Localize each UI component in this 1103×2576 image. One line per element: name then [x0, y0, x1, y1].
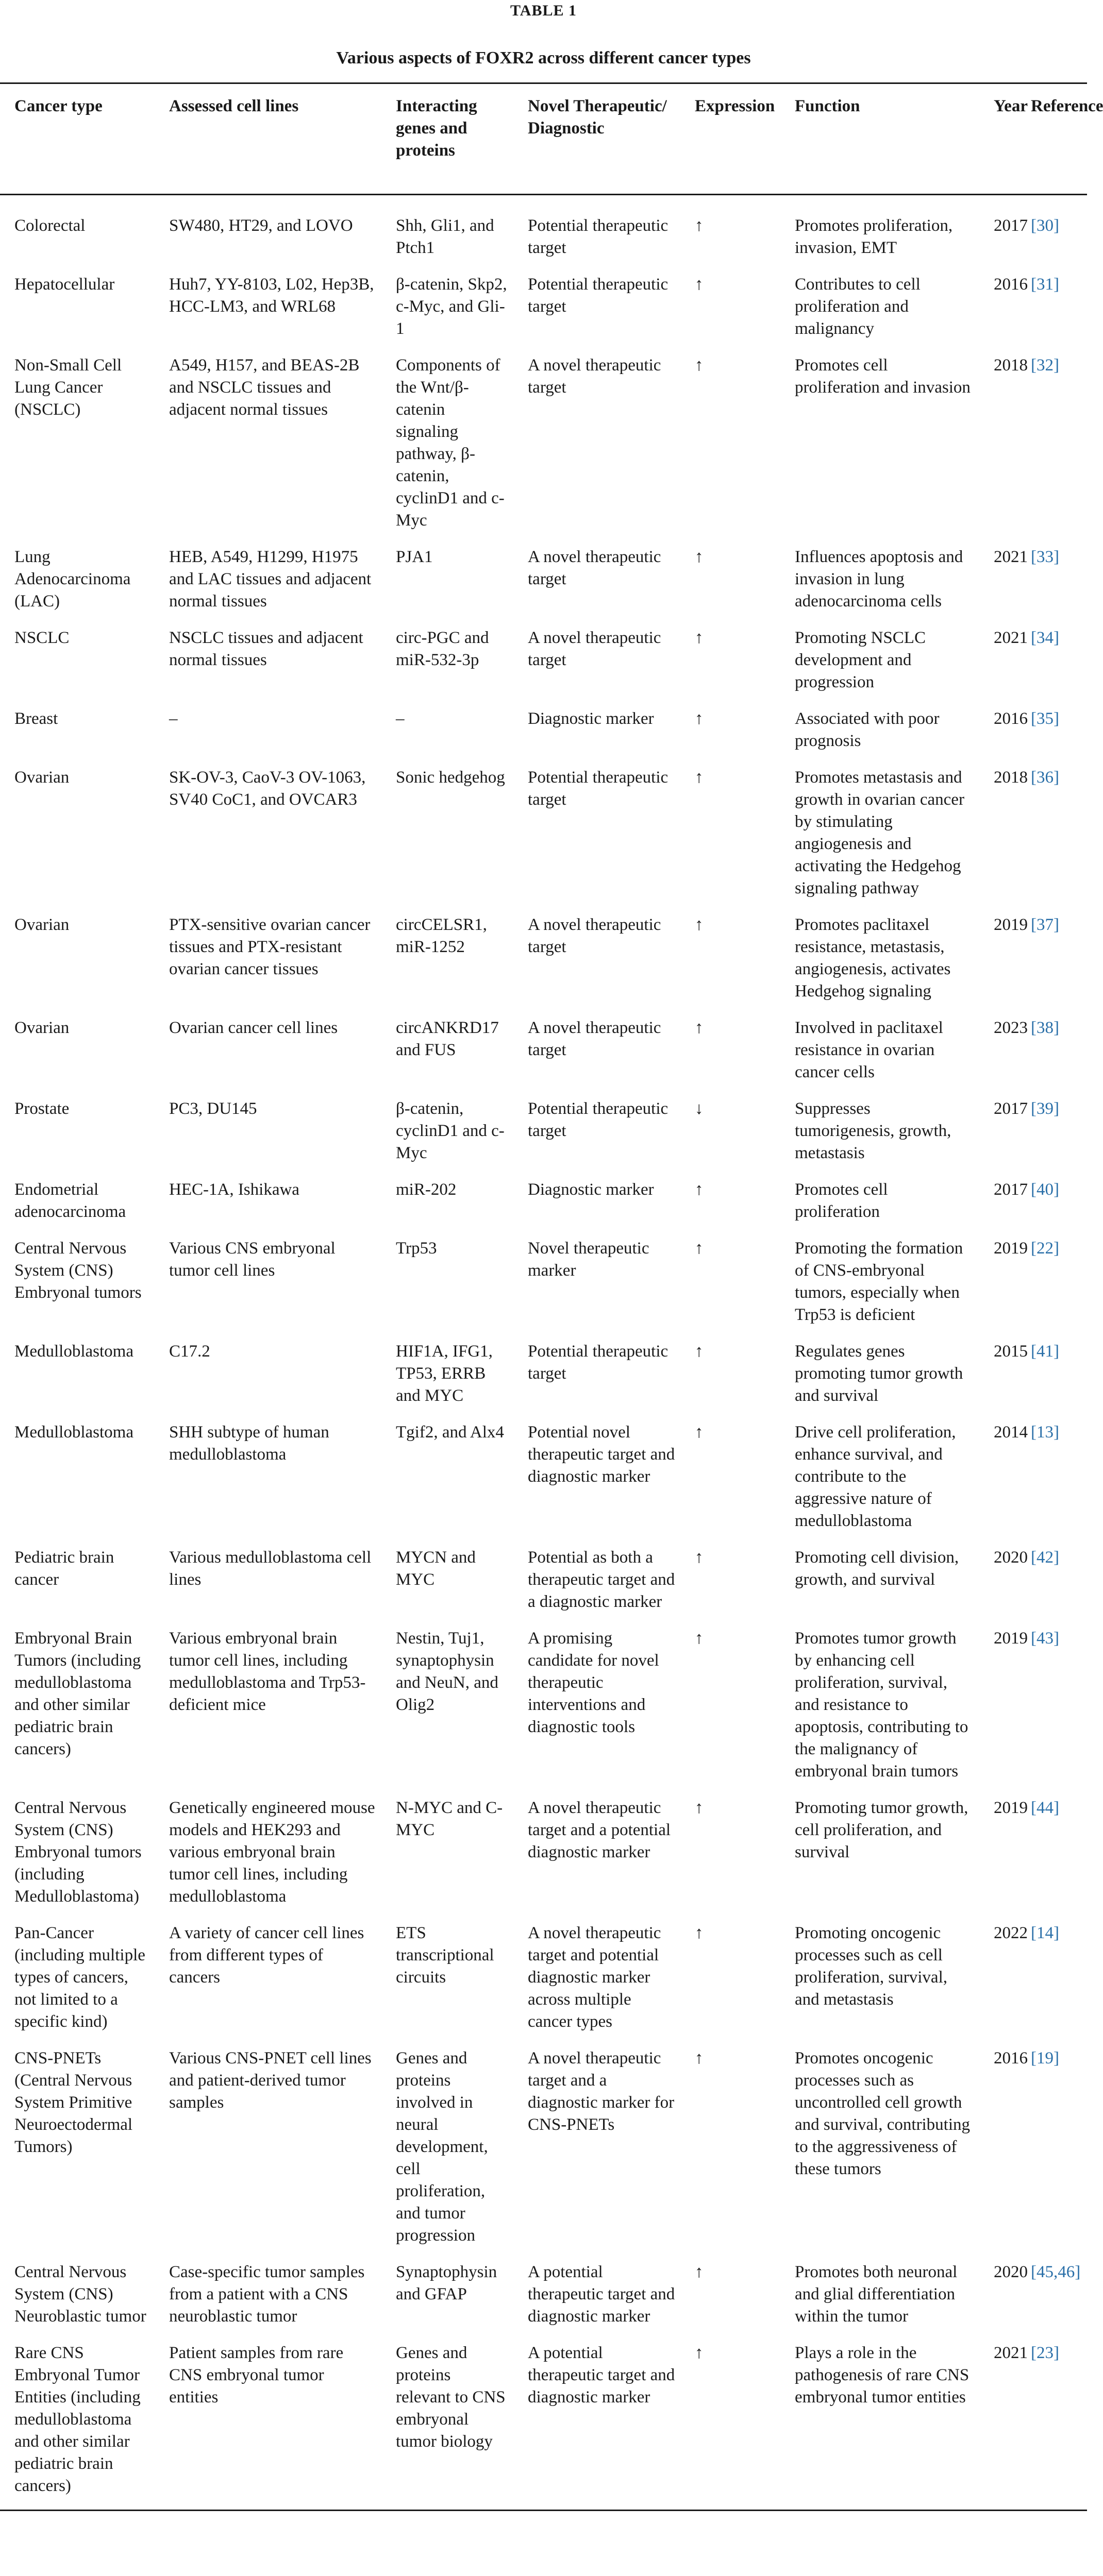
- cell-function: Promotes cell proliferation: [795, 1180, 888, 1221]
- cell-role: A potential therapeutic target and diagnostic marker: [528, 2263, 675, 2326]
- cell-genes: Sonic hedgehog: [396, 768, 505, 787]
- cell-expression: ↑: [695, 2263, 704, 2281]
- cell-cell-lines: Various medulloblastoma cell lines: [169, 1548, 372, 1589]
- cell-cancer-type: Breast: [14, 709, 58, 728]
- cell-cancer-type: Embryonal Brain Tumors (including medulloblastoma and other similar pediatric brain cancers): [14, 1629, 141, 1758]
- reference-link[interactable]: [30]: [1031, 216, 1059, 235]
- cell-expression: ↑: [695, 275, 704, 294]
- cell-function: Influences apoptosis and invasion in lung adenocarcinoma cells: [795, 548, 963, 611]
- reference-link[interactable]: [45,46]: [1031, 2263, 1081, 2281]
- cell-cell-lines: Various CNS embryonal tumor cell lines: [169, 1239, 336, 1280]
- cell-role: A promising candidate for novel therapeutic interventions and diagnostic tools: [528, 1629, 659, 1736]
- cell-genes: Genes and proteins relevant to CNS embryonal tumor biology: [381, 2335, 513, 2511]
- table-row: [0, 1091, 1087, 1172]
- cell-cell-lines: PC3, DU145: [169, 1099, 257, 1118]
- cell-cell-lines: Various CNS-PNET cell lines and patient-derived tumor samples: [169, 2049, 372, 2112]
- cell-cancer-type: Ovarian: [14, 916, 70, 934]
- cell-function: Contributes to cell proliferation and malignancy: [795, 275, 921, 338]
- cell-year: 2021: [994, 548, 1028, 566]
- header-cancer-type: Cancer type: [0, 83, 155, 195]
- cell-role: A novel therapeutic target: [528, 548, 661, 588]
- cell-expression: ↑: [695, 1799, 704, 1817]
- cell-cell-lines: A variety of cancer cell lines from different types of cancers: [169, 1924, 364, 1987]
- table-row: [0, 1539, 1087, 1620]
- cell-year: 2021: [979, 2335, 1016, 2511]
- reference-link[interactable]: [40]: [1031, 1180, 1059, 1199]
- cell-cancer-type: Ovarian: [14, 1019, 70, 1037]
- cell-year: 2018: [994, 768, 1028, 787]
- cell-genes: ETS transcriptional circuits: [396, 1924, 494, 1987]
- cell-role: Potential as both a therapeutic target and a diagnostic marker: [528, 1548, 675, 1611]
- cell-cancer-type: Lung Adenocarcinoma (LAC): [14, 548, 131, 611]
- cell-expression: ↑: [695, 1924, 704, 1942]
- cell-cell-lines: PTX-sensitive ovarian cancer tissues and PTX-resistant ovarian cancer tissues: [169, 916, 371, 978]
- table-row: [0, 539, 1087, 620]
- cell-genes: Nestin, Tuj1, synaptophysin and NeuN, and Olig2: [396, 1629, 498, 1714]
- cell-genes: circANKRD17 and FUS: [396, 1019, 499, 1059]
- cell-cell-lines: Various embryonal brain tumor cell lines, including medulloblastoma and Trp53-deficient mice: [169, 1629, 366, 1714]
- table-row: [0, 620, 1087, 701]
- cell-cancer-type: NSCLC: [14, 629, 70, 647]
- cell-function: Promoting oncogenic processes such as cell proliferation, survival, and metastasis: [795, 1924, 948, 2009]
- cell-cell-lines: Ovarian cancer cell lines: [169, 1019, 338, 1037]
- table-row: [0, 1010, 1087, 1091]
- foxr2-table: [0, 82, 1103, 2511]
- cell-expression: ↑: [695, 216, 704, 235]
- cell-expression: ↑: [695, 1629, 704, 1648]
- cell-reference: [1016, 2040, 1087, 2254]
- cell-cell-lines: Huh7, YY-8103, L02, Hep3B, HCC-LM3, and WRL68: [169, 275, 374, 316]
- cell-function: Promotes paclitaxel resistance, metastasis, angiogenesis, activates Hedgehog signaling: [795, 916, 951, 1001]
- cell-genes: Trp53: [396, 1239, 437, 1258]
- cell-year: 2015: [994, 1342, 1028, 1361]
- cell-cancer-type: Central Nervous System (CNS) Neuroblastic tumor: [14, 2263, 146, 2326]
- table-row: [0, 195, 1087, 267]
- cell-expression: ↑: [695, 548, 704, 566]
- cell-cell-lines: HEB, A549, H1299, H1975 and LAC tissues and adjacent normal tissues: [169, 548, 372, 611]
- header-cell-lines: Assessed cell lines: [155, 83, 381, 195]
- cell-cancer-type: Medulloblastoma: [14, 1342, 133, 1361]
- cell-expression: ↑: [695, 768, 704, 787]
- cell-cancer-type: Central Nervous System (CNS) Embryonal tumors: [14, 1239, 142, 1302]
- table-row: [0, 2040, 1087, 2254]
- cell-year: 2023: [994, 1019, 1028, 1037]
- cell-year: 2017: [994, 1099, 1028, 1118]
- reference-link[interactable]: [36]: [1031, 768, 1059, 787]
- cell-function: Promotes proliferation, invasion, EMT: [795, 216, 953, 257]
- cell-expression: ↑: [695, 356, 704, 375]
- cell-year: 2020: [994, 1548, 1028, 1567]
- cell-role: A novel therapeutic target: [528, 629, 661, 669]
- cell-year: 2017: [994, 1180, 1028, 1199]
- cell-expression: ↓: [695, 1099, 704, 1118]
- cell-function: Plays a role in the pathogenesis of rare CNS embryonal tumor entities: [780, 2335, 979, 2511]
- cell-genes: Shh, Gli1, and Ptch1: [396, 216, 494, 257]
- cell-cell-lines: A549, H157, and BEAS-2B and NSCLC tissues and adjacent normal tissues: [169, 356, 360, 419]
- cell-expression: ↑: [695, 709, 704, 728]
- cell-expression: ↑: [695, 1423, 704, 1442]
- reference-link[interactable]: [19]: [1031, 2049, 1059, 2067]
- cell-cell-lines: SHH subtype of human medulloblastoma: [169, 1423, 329, 1464]
- cell-expression: ↑: [680, 2335, 780, 2511]
- reference-link[interactable]: [23]: [1031, 2344, 1059, 2362]
- cell-cancer-type: Pediatric brain cancer: [14, 1548, 114, 1589]
- cell-cancer-type: Medulloblastoma: [14, 1423, 133, 1442]
- cell-cancer-type: Prostate: [14, 1099, 70, 1118]
- cell-role: Diagnostic marker: [528, 1180, 654, 1199]
- reference-link[interactable]: [39]: [1031, 1099, 1059, 1118]
- table-row: [0, 1230, 1087, 1333]
- cell-genes: circ-PGC and miR-532-3p: [396, 629, 489, 669]
- cell-year: 2016: [994, 709, 1028, 728]
- reference-link[interactable]: [34]: [1031, 629, 1059, 647]
- cell-function: Promotes cell proliferation and invasion: [795, 356, 971, 397]
- reference-link[interactable]: [43]: [1031, 1629, 1059, 1648]
- cell-genes: Genes and proteins involved in neural development, cell proliferation, and tumor progression: [396, 2049, 488, 2245]
- cell-genes: circCELSR1, miR-1252: [396, 916, 487, 956]
- cell-role: A novel therapeutic target and a potential diagnostic marker: [528, 1799, 671, 1861]
- header-expression: Expression: [680, 83, 780, 195]
- cell-year: 2017: [994, 216, 1028, 235]
- cell-function: Promotes both neuronal and glial differentiation within the tumor: [795, 2263, 958, 2326]
- header-row: [0, 83, 1087, 195]
- reference-link[interactable]: [42]: [1031, 1548, 1059, 1567]
- cell-function: Promotes oncogenic processes such as uncontrolled cell growth and survival, contributing to the aggressiveness of these tumors: [795, 2049, 971, 2178]
- cell-role: Novel therapeutic marker: [528, 1239, 649, 1280]
- table-row: [0, 701, 1087, 759]
- table-row: [0, 1172, 1087, 1230]
- cell-year: 2022: [994, 1924, 1028, 1942]
- cell-genes: N-MYC and C-MYC: [396, 1799, 503, 1839]
- table-row: [0, 907, 1087, 1010]
- reference-link[interactable]: [35]: [1031, 709, 1059, 728]
- reference-link[interactable]: [22]: [1031, 1239, 1059, 1258]
- cell-cell-lines: C17.2: [169, 1342, 210, 1361]
- reference-link[interactable]: [38]: [1031, 1019, 1059, 1037]
- cell-genes: β-catenin, cyclinD1 and c-Myc: [396, 1099, 505, 1162]
- cell-function: Promotes tumor growth by enhancing cell proliferation, survival, and resistance to apoptosis, contributing to the malignancy of embryonal brain tumors: [795, 1629, 968, 1781]
- cell-year: 2019: [994, 1239, 1028, 1258]
- cell-cell-lines: SK-OV-3, CaoV-3 OV-1063, SV40 CoC1, and OVCAR3: [169, 768, 366, 809]
- cell-year: 2021: [994, 629, 1028, 647]
- cell-role: Potential therapeutic target: [528, 768, 669, 809]
- reference-link[interactable]: [41]: [1031, 1342, 1059, 1361]
- reference-link[interactable]: [37]: [1031, 916, 1059, 934]
- cell-expression: ↑: [695, 916, 704, 934]
- cell-year: 2019: [994, 916, 1028, 934]
- cell-function: Suppresses tumorigenesis, growth, metastasis: [795, 1099, 951, 1162]
- cell-genes: PJA1: [396, 548, 433, 566]
- cell-role: A novel therapeutic target: [528, 916, 661, 956]
- cell-cancer-type: Endometrial adenocarcinoma: [14, 1180, 126, 1221]
- table-row: [0, 759, 1087, 907]
- cell-role: A novel therapeutic target and a diagnostic marker for CNS-PNETs: [528, 2049, 675, 2134]
- cell-role: A potential therapeutic target and diagnostic marker: [513, 2335, 680, 2511]
- cell-function: Associated with poor prognosis: [795, 709, 940, 750]
- cell-genes: Synaptophysin and GFAP: [396, 2263, 497, 2303]
- cell-role: Potential novel therapeutic target and diagnostic marker: [528, 1423, 675, 1486]
- reference-link[interactable]: [31]: [1031, 275, 1059, 294]
- cell-cancer-type: Rare CNS Embryonal Tumor Entities (including medulloblastoma and other similar pediatric brain cancers): [0, 2335, 155, 2511]
- cell-role: Potential therapeutic target: [528, 275, 669, 316]
- table-row: [0, 266, 1087, 347]
- header-role: Novel Therapeutic/ Diagnostic: [513, 83, 680, 195]
- cell-genes: –: [396, 709, 405, 728]
- cell-expression: ↑: [695, 1239, 704, 1258]
- header-year: Year: [979, 83, 1016, 195]
- cell-year: 2020: [994, 2263, 1028, 2281]
- cell-cell-lines: NSCLC tissues and adjacent normal tissues: [169, 629, 363, 669]
- cell-expression: ↑: [695, 2049, 704, 2067]
- cell-function: Promoting cell division, growth, and survival: [795, 1548, 959, 1589]
- cell-genes: Tgif2, and Alx4: [396, 1423, 504, 1442]
- cell-cancer-type: Ovarian: [14, 768, 70, 787]
- table-body: [0, 195, 1087, 2511]
- cell-cell-lines: –: [169, 709, 178, 728]
- cell-expression: ↑: [695, 629, 704, 647]
- cell-cell-lines: Case-specific tumor samples from a patient with a CNS neuroblastic tumor: [169, 2263, 365, 2326]
- cell-function: Regulates genes promoting tumor growth and survival: [795, 1342, 963, 1405]
- cell-cancer-type: Pan-Cancer (including multiple types of cancers, not limited to a specific kind): [14, 1924, 145, 2031]
- cell-genes: MYCN and MYC: [396, 1548, 476, 1589]
- table-row: [0, 1790, 1087, 1915]
- table-row: [0, 2254, 1087, 2335]
- table-label: TABLE 1: [510, 2, 577, 19]
- cell-year: 2016: [994, 2049, 1028, 2067]
- cell-expression: ↑: [695, 1342, 704, 1361]
- cell-role: A novel therapeutic target: [528, 356, 661, 397]
- cell-year: 2014: [994, 1423, 1028, 1442]
- cell-function: Promoting tumor growth, cell proliferation, and survival: [795, 1799, 968, 1861]
- cell-genes: HIF1A, IFG1, TP53, ERRB and MYC: [396, 1342, 493, 1405]
- reference-link[interactable]: [14]: [1031, 1924, 1059, 1942]
- cell-cell-lines: SW480, HT29, and LOVO: [169, 216, 353, 235]
- table-row: [0, 1333, 1087, 1414]
- cell-function: Involved in paclitaxel resistance in ovarian cancer cells: [795, 1019, 943, 1081]
- cell-cancer-type: CNS-PNETs (Central Nervous System Primitive Neuroectodermal Tumors): [14, 2049, 133, 2156]
- header-reference: Reference: [1016, 83, 1087, 195]
- table-row: [0, 2335, 1087, 2511]
- table-title: Various aspects of FOXR2 across different cancer types: [336, 48, 751, 67]
- cell-cell-lines: HEC-1A, Ishikawa: [169, 1180, 299, 1199]
- cell-role: Potential therapeutic target: [528, 1342, 669, 1383]
- cell-function: Promoting NSCLC development and progression: [795, 629, 926, 691]
- cell-genes: Components of the Wnt/β-catenin signaling pathway, β-catenin, cyclinD1 and c-Myc: [396, 356, 505, 530]
- header-genes: Interacting genes and proteins: [381, 83, 513, 195]
- reference-link[interactable]: [13]: [1031, 1423, 1059, 1442]
- cell-role: Potential therapeutic target: [528, 216, 669, 257]
- reference-link[interactable]: [32]: [1031, 356, 1059, 375]
- cell-cell-lines: Genetically engineered mouse models and HEK293 and various embryonal brain tumor cell lines, including medulloblastoma: [169, 1799, 375, 1906]
- cell-year: 2019: [994, 1799, 1028, 1817]
- cell-function: Promoting the formation of CNS-embryonal tumors, especially when Trp53 is deficient: [795, 1239, 963, 1324]
- cell-cancer-type: Central Nervous System (CNS) Embryonal tumors (including Medulloblastoma): [14, 1799, 142, 1906]
- table-row: [0, 1620, 1087, 1790]
- cell-genes: β-catenin, Skp2, c-Myc, and Gli-1: [396, 275, 507, 338]
- cell-year: 2019: [994, 1629, 1028, 1648]
- cell-genes: miR-202: [396, 1180, 457, 1199]
- cell-function: Promotes metastasis and growth in ovarian cancer by stimulating angiogenesis and activating the Hedgehog signaling pathway: [795, 768, 964, 897]
- table-row: [0, 1414, 1087, 1539]
- cell-role: A novel therapeutic target and potential diagnostic marker across multiple cancer types: [528, 1924, 661, 2031]
- cell-expression: ↑: [695, 1548, 704, 1567]
- cell-role: A novel therapeutic target: [528, 1019, 661, 1059]
- reference-link[interactable]: [33]: [1031, 548, 1059, 566]
- cell-year: 2016: [994, 275, 1028, 294]
- cell-role: Diagnostic marker: [528, 709, 654, 728]
- cell-function: Drive cell proliferation, enhance survival, and contribute to the aggressive nature of medulloblastoma: [795, 1423, 956, 1530]
- cell-role: Potential therapeutic target: [528, 1099, 669, 1140]
- cell-cancer-type: Non-Small Cell Lung Cancer (NSCLC): [14, 356, 122, 419]
- cell-year: 2018: [994, 356, 1028, 375]
- reference-link[interactable]: [44]: [1031, 1799, 1059, 1817]
- table-row: [0, 1915, 1087, 2040]
- cell-cancer-type: Colorectal: [14, 216, 86, 235]
- cell-expression: ↑: [695, 1019, 704, 1037]
- cell-cell-lines: Patient samples from rare CNS embryonal tumor entities: [155, 2335, 381, 2511]
- cell-expression: ↑: [695, 1180, 704, 1199]
- cell-cancer-type: Hepatocellular: [14, 275, 115, 294]
- header-function: Function: [780, 83, 979, 195]
- table-row: [0, 347, 1087, 539]
